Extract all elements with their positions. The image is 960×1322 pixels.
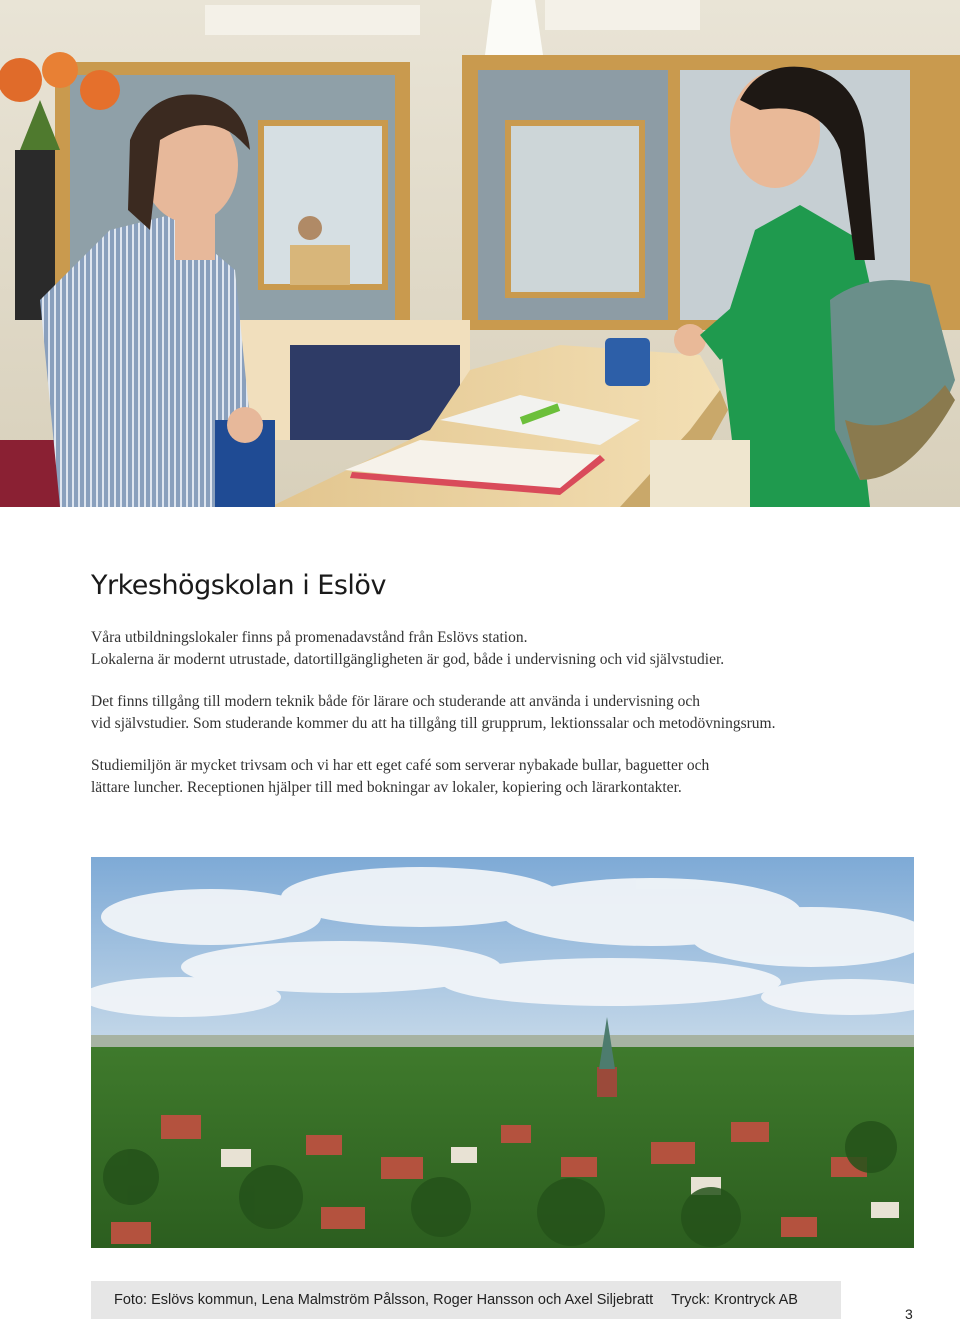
- paragraph-line: lättare luncher. Receptionen hjälper till med bokningar av lokaler, kopiering och lärarkontakter.: [91, 778, 682, 796]
- study-environment-paragraph: [91, 755, 881, 798]
- paragraph-line: Våra utbildningslokaler finns på promenadavstånd från Eslövs station.: [91, 629, 528, 646]
- credits-bar: [91, 1281, 841, 1319]
- page-number: 3: [905, 1306, 913, 1322]
- reception-photo: [0, 0, 960, 507]
- paragraph-line: vid självstudier. Som studerande kommer du att ha tillgång till grupprum, lektionssalar och metodövningsrum.: [91, 714, 776, 732]
- technology-paragraph: [91, 691, 881, 734]
- paragraph-line: Lokalerna är modernt utrustade, datortillgängligheten är god, både i undervisning och vid självstudier.: [91, 650, 725, 668]
- page-title: Yrkeshögskolan i Eslöv: [91, 570, 386, 601]
- town-panorama-photo: [91, 857, 914, 1248]
- intro-paragraph: [91, 627, 881, 670]
- paragraph-line: Studiemiljön är mycket trivsam och vi har ett eget café som serverar nybakade bullar, baguetter och: [91, 757, 710, 774]
- photo-credit: Foto: Eslövs kommun, Lena Malmström Pålsson, Roger Hansson och Axel Siljebratt: [114, 1292, 654, 1308]
- paragraph-line: Det finns tillgång till modern teknik både för lärare och studerande att använda i undervisning och: [91, 693, 701, 710]
- print-credit: Tryck: Krontryck AB: [671, 1292, 798, 1308]
